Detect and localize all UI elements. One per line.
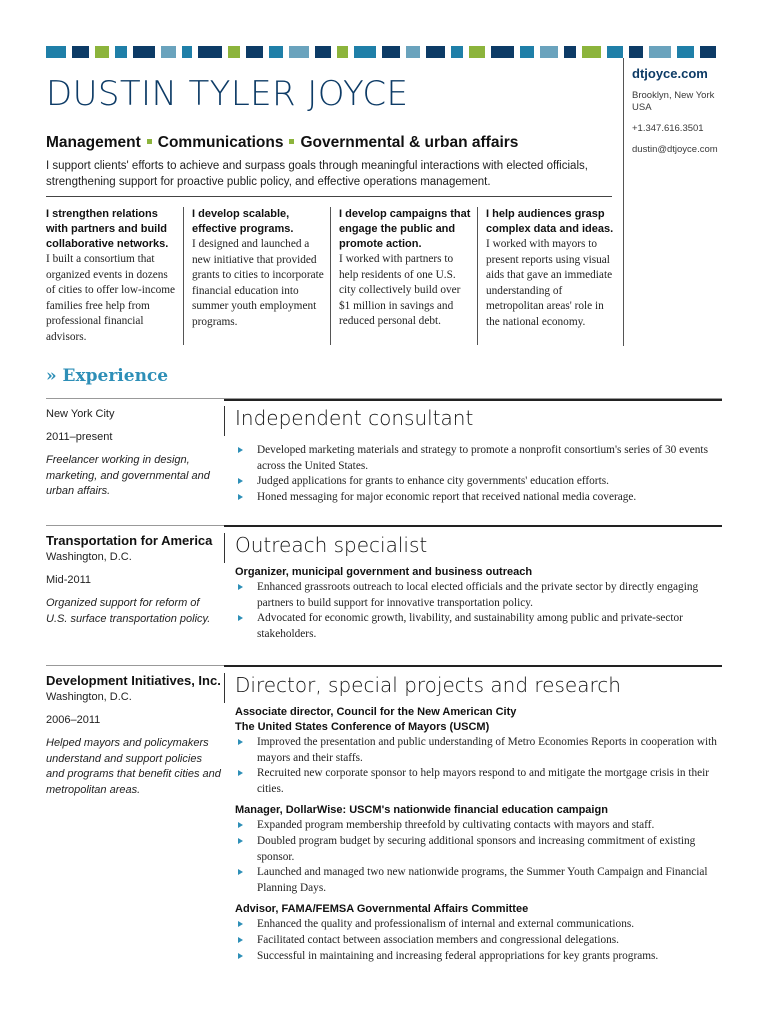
column-divider bbox=[330, 207, 331, 345]
stripe-segment bbox=[198, 46, 222, 58]
color-stripe bbox=[46, 46, 722, 58]
experience-1-meta bbox=[46, 407, 222, 500]
experience-2-meta bbox=[46, 532, 222, 627]
entry-divider-dark bbox=[224, 525, 722, 527]
strength-body: I built a consortium that organized events in dozens of cities to offer low-income families free help from professional financial advisors. bbox=[46, 253, 176, 343]
entry-divider-dark bbox=[224, 665, 722, 667]
job-title: Outreach specialist bbox=[235, 533, 428, 557]
experience-description: Organized support for reform of U.S. surface transportation policy. bbox=[46, 597, 211, 625]
stripe-segment bbox=[133, 46, 155, 58]
column-divider bbox=[183, 207, 184, 345]
strength-body: I worked with partners to help residents of one U.S. city collectively build over $1 million in savings and reduced personal debt. bbox=[339, 253, 461, 328]
bullet-item: Enhanced grassroots outreach to local elected officials and the private sector by directly engaging partners to build support for innovative transportation policy. bbox=[235, 580, 721, 611]
specialty-governmental: Governmental & urban affairs bbox=[300, 134, 519, 151]
stripe-segment bbox=[700, 46, 716, 58]
strength-column-2 bbox=[192, 207, 324, 331]
strength-heading: I develop scalable, effective programs. bbox=[192, 208, 294, 235]
stripe-segment bbox=[564, 46, 576, 58]
stripe-segment bbox=[354, 46, 376, 58]
role-subheading-org: The United States Conference of Mayors (USCM) bbox=[235, 721, 490, 733]
bullet-list bbox=[235, 443, 721, 505]
strength-column-3 bbox=[339, 207, 471, 330]
bullet-item: Improved the presentation and public understanding of Metro Economies Reports in cooperation with mayors and their staffs. bbox=[235, 735, 721, 766]
experience-location: New York City bbox=[46, 408, 115, 420]
role-subheading: Associate director, Council for the New American City bbox=[235, 706, 517, 718]
location-line2: USA bbox=[632, 102, 652, 113]
experience-org: Transportation for America bbox=[46, 533, 213, 548]
title-bar bbox=[224, 673, 225, 703]
phone-number: +1.347.616.3501 bbox=[632, 123, 704, 134]
bullet-item: Enhanced the quality and professionalism of internal and external communications. bbox=[235, 917, 721, 933]
specialties-line bbox=[46, 134, 518, 152]
stripe-segment bbox=[382, 46, 400, 58]
role-subheading: Manager, DollarWise: USCM's nationwide financial education campaign bbox=[235, 804, 608, 817]
stripe-segment bbox=[315, 46, 331, 58]
stripe-segment bbox=[677, 46, 695, 58]
stripe-segment bbox=[491, 46, 515, 58]
bullet-item: Advocated for economic growth, livability, and sustainability among public and private-sector stakeholders. bbox=[235, 611, 721, 642]
bullet-item: Successful in maintaining and increasing federal appropriations for key grants programs. bbox=[235, 949, 721, 965]
specialty-communications: Communications bbox=[157, 134, 284, 151]
strength-heading: I help audiences grasp complex data and ideas. bbox=[486, 208, 614, 235]
strength-heading: I strengthen relations with partners and build collaborative networks. bbox=[46, 208, 169, 250]
bullet-list bbox=[235, 735, 721, 797]
stripe-segment bbox=[406, 46, 420, 58]
experience-description: Helped mayors and policymakers understand and support policies and programs that benefit cities and metropolitan areas. bbox=[46, 737, 221, 796]
stripe-segment bbox=[629, 46, 643, 58]
bullet-list bbox=[235, 580, 721, 642]
title-bar bbox=[224, 533, 225, 563]
experience-3-meta bbox=[46, 672, 222, 798]
bullet-item: Judged applications for grants to enhance city governments' education efforts. bbox=[235, 474, 721, 490]
experience-location: Washington, D.C. bbox=[46, 551, 132, 563]
experience-dates: 2006–2011 bbox=[46, 714, 101, 726]
bullet-square-icon bbox=[147, 139, 152, 144]
experience-2-role bbox=[235, 531, 721, 642]
stripe-segment bbox=[582, 46, 602, 58]
bullet-item: Developed marketing materials and strategy to promote a nonprofit consortium's series of 30 events across the United States. bbox=[235, 443, 721, 474]
bullet-list bbox=[235, 917, 721, 964]
contact-block bbox=[632, 66, 742, 156]
experience-heading: » Experience bbox=[46, 366, 169, 386]
experience-dates: Mid-2011 bbox=[46, 574, 92, 586]
column-divider bbox=[477, 207, 478, 345]
strength-body: I designed and launched a new initiative that provided grants to cities to incorporate financial education into summer youth employment programs. bbox=[192, 238, 324, 328]
role-subheading: Organizer, municipal government and business outreach bbox=[235, 566, 533, 578]
location-line1: Brooklyn, New York bbox=[632, 90, 715, 101]
person-name: DUSTIN TYLER JOYCE bbox=[46, 74, 409, 114]
bullet-square-icon bbox=[289, 139, 294, 144]
stripe-segment bbox=[289, 46, 309, 58]
stripe-segment bbox=[95, 46, 109, 58]
stripe-segment bbox=[161, 46, 177, 58]
experience-1-role bbox=[235, 404, 721, 505]
stripe-segment bbox=[540, 46, 558, 58]
strength-heading: I develop campaigns that engage the public and promote action. bbox=[339, 208, 471, 250]
title-bar bbox=[224, 406, 225, 436]
job-title: Director, special projects and research bbox=[235, 673, 621, 697]
email-link[interactable]: dustin@dtjoyce.com bbox=[632, 144, 718, 155]
bullet-list bbox=[235, 818, 721, 896]
stripe-segment bbox=[228, 46, 240, 58]
intro-divider bbox=[46, 196, 612, 197]
stripe-segment bbox=[426, 46, 446, 58]
bullet-item: Facilitated contact between association members and congressional delegations. bbox=[235, 933, 721, 949]
bullet-item: Launched and managed two new nationwide programs, the Summer Youth Campaign and Financial Planning Days. bbox=[235, 865, 721, 896]
experience-dates: 2011–present bbox=[46, 431, 113, 443]
stripe-segment bbox=[182, 46, 192, 58]
bullet-item: Expanded program membership threefold by cultivating contacts with mayors and staff. bbox=[235, 818, 721, 834]
stripe-segment bbox=[649, 46, 671, 58]
bullet-item: Doubled program budget by securing additional sponsors and increasing commitment of existing sponsor. bbox=[235, 834, 721, 865]
intro-summary: I support clients' efforts to achieve and surpass goals through meaningful interactions with elected officials, strengthening support for proactive public policy, and effective operations management. bbox=[46, 160, 588, 188]
stripe-segment bbox=[115, 46, 127, 58]
stripe-segment bbox=[46, 46, 66, 58]
strength-column-1 bbox=[46, 207, 178, 346]
stripe-segment bbox=[337, 46, 349, 58]
experience-3-role bbox=[235, 671, 721, 964]
role-subheading: Advisor, FAMA/FEMSA Governmental Affairs Committee bbox=[235, 903, 529, 916]
strength-column-4 bbox=[486, 207, 618, 331]
bullet-item: Recruited new corporate sponsor to help mayors respond to and mitigate the mortgage crisis in their cities. bbox=[235, 766, 721, 797]
experience-description: Freelancer working in design, marketing, and governmental and urban affairs. bbox=[46, 454, 210, 497]
job-title: Independent consultant bbox=[235, 406, 474, 430]
stripe-segment bbox=[469, 46, 485, 58]
stripe-segment bbox=[607, 46, 623, 58]
stripe-segment bbox=[520, 46, 534, 58]
website-link[interactable]: dtjoyce.com bbox=[632, 66, 708, 81]
experience-location: Washington, D.C. bbox=[46, 691, 132, 703]
stripe-segment bbox=[451, 46, 463, 58]
stripe-segment bbox=[269, 46, 283, 58]
stripe-segment bbox=[72, 46, 90, 58]
contact-divider bbox=[623, 58, 624, 346]
stripe-segment bbox=[246, 46, 264, 58]
experience-org: Development Initiatives, Inc. bbox=[46, 673, 221, 688]
bullet-item: Honed messaging for major economic report that received national media coverage. bbox=[235, 490, 721, 506]
strength-body: I worked with mayors to present reports using visual aids that gave an immediate understanding of metropolitan areas' role in the national economy. bbox=[486, 238, 613, 328]
specialty-management: Management bbox=[46, 134, 141, 151]
section-rule-dark bbox=[224, 399, 722, 401]
